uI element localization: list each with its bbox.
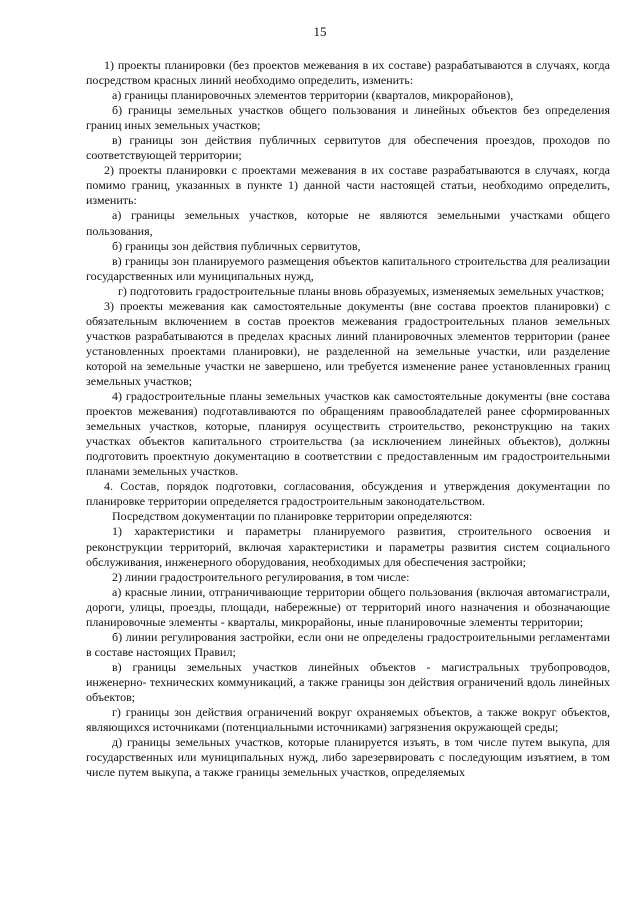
paragraph: д) границы земельных участков, которые планируется изъять, в том числе путем выкупа, для государственных или муниципальных нужд, либо зарезервировать с последующим изъятием, в том числе путем выкупа, а также границы земельных участков, определяемых: [86, 735, 610, 780]
paragraph: в) границы зон действия публичных сервитутов для обеспечения проездов, проходов по соответствующей территории;: [86, 133, 610, 163]
paragraph: а) границы земельных участков, которые не являются земельными участками общего пользования,: [86, 208, 610, 238]
paragraph: 2) линии градостроительного регулирования, в том числе:: [112, 569, 410, 584]
paragraph: 3) проекты межевания как самостоятельные документы (вне состава проектов планировки) с обязательным включением в состав проектов межевания градостроительных планов земельных участков разрабатываются в пределах красных линий планировочных элементов территории (ранее установленных проектами планировки), не разделенной на земельные участки, или разделение которой на земельные участки не завершено, или требуется изменение ранее установленных границ земельных участков;: [86, 298, 610, 388]
paragraph: б) границы зон действия публичных сервитутов,: [112, 238, 361, 253]
paragraph: а) красные линии, отграничивающие территории общего пользования (включая автомагистрали, дороги, улицы, проезды, площади, набережные) от территорий иного назначения и обозначающие планировочные элементы - кварталы, микрорайоны, иные планировочные элементы территории;: [86, 584, 610, 629]
paragraph: 1) характеристики и параметры планируемого развития, строительного освоения и реконструкции территорий, включая характеристики и параметры развития систем социального обслуживания, инженерного оборудования, необходимых для обеспечения застройки;: [86, 524, 610, 569]
paragraph: в) границы зон планируемого размещения объектов капитального строительства для реализации государственных или муниципальных нужд,: [86, 253, 610, 283]
paragraph: в) границы земельных участков линейных объектов - магистральных трубопроводов, инженерно- технических коммуникаций, а также границы зон действия ограничений вдоль линейных объектов;: [86, 659, 610, 704]
paragraph: б) линии регулирования застройки, если они не определены градостроительными регламентами в составе настоящих Правил;: [86, 629, 610, 659]
paragraph: б) границы земельных участков общего пользования и линейных объектов без определения границ иных земельных участков;: [86, 103, 610, 133]
document-body: [86, 58, 610, 780]
paragraph: г) подготовить градостроительные планы вновь образуемых, изменяемых земельных участков;: [118, 283, 605, 298]
paragraph: 1) проекты планировки (без проектов межевания в их составе) разрабатываются в случаях, когда посредством красных линий необходимо определить, изменить:: [86, 58, 610, 88]
paragraph: г) границы зон действия ограничений вокруг охраняемых объектов, а также вокруг объектов, являющихся источниками (потенциальными источниками) загрязнения окружающей среды;: [86, 705, 610, 735]
paragraph: 4) градостроительные планы земельных участков как самостоятельные документы (вне состава проектов межевания) подготавливаются по обращениям правообладателей ранее сформированных земельных участков, которые, планируя осуществить строительство, реконструкцию на таких участках объектов капитального строительства (за исключением линейных объектов), должны подготовить проектную документацию в соответствии с предоставленным им градостроительными планами земельных участков.: [86, 389, 610, 479]
page-number: 15: [313, 24, 327, 39]
paragraph: а) границы планировочных элементов территории (кварталов, микрорайонов),: [112, 88, 514, 103]
paragraph: 4. Состав, порядок подготовки, согласования, обсуждения и утверждения документации по планировке территории определяется градостроительным законодательством.: [86, 479, 610, 509]
paragraph: 2) проекты планировки с проектами межевания в их составе разрабатываются в случаях, когда помимо границ, указанных в пункте 1) данной части настоящей статьи, необходимо определить, изменить:: [86, 163, 610, 208]
paragraph: Посредством документации по планировке территории определяются:: [112, 509, 473, 524]
